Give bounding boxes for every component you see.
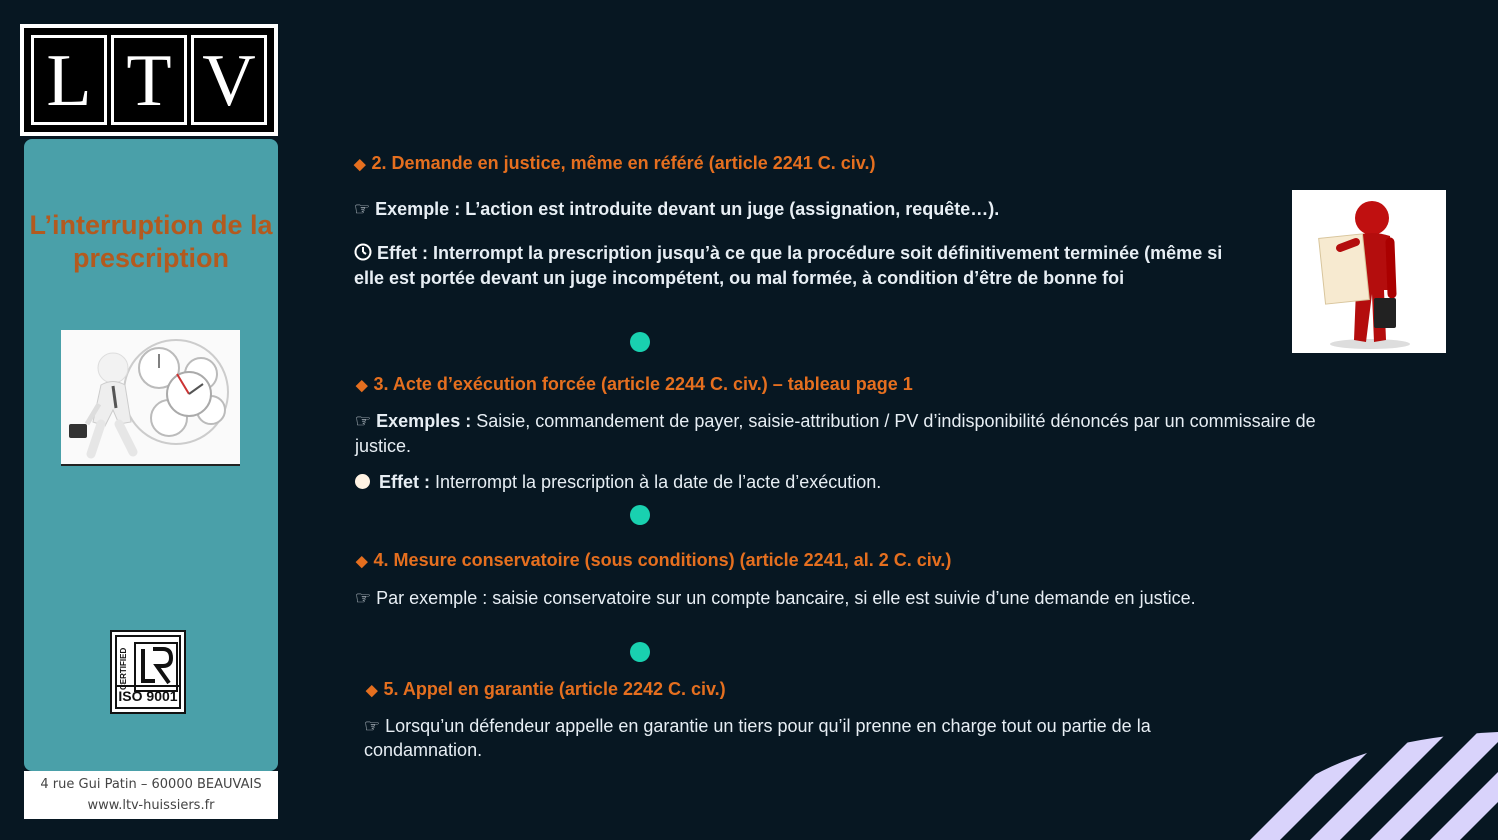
diamond-icon: ◆ [366,682,378,699]
pointing-hand-icon: ☞ [364,716,381,736]
section-2-effect: Effet : Interrompt la prescription jusqu’à ce que la procédure soit définitivement terminée (même si elle est portée devant un juge incompétent, ou mal formée, à condition d’être de bonne foi [354,243,1223,288]
iso-label: ISO 9001 [117,685,179,704]
address-block [24,771,278,819]
iso-9001-badge [110,630,186,714]
diamond-icon: ◆ [356,553,368,570]
sidebar-title: L’interruption de la prescription [29,210,273,273]
red-figure-document-image [1292,190,1446,353]
logo-letter-l: L [31,35,107,125]
diamond-icon: ◆ [356,377,368,394]
section-4-example: ☞ Par exemple : saisie conservatoire sur un compte bancaire, si elle est suivie d’une demande en justice. [355,588,1196,608]
separator-dot [630,642,650,662]
decorative-stripes [1240,730,1498,840]
section-3-example: ☞ Exemples : Saisie, commandement de payer, saisie-attribution / PV d’indisponibilité dénoncés par un commissaire de justice. [355,411,1316,456]
section-4-title: ◆ 4. Mesure conservatoire (sous conditions) (article 2241, al. 2 C. civ.) [356,550,952,570]
section-3-title: ◆ 3. Acte d’exécution forcée (article 2244 C. civ.) – tableau page 1 [356,374,913,394]
effect-label: Effet : [377,243,429,263]
iso-certified-label: CERTIFIED [119,647,128,691]
sidebar-panel [24,139,278,771]
pointing-hand-icon: ☞ [355,588,372,608]
address-street: 4 rue Gui Patin – 60000 BEAUVAIS [40,777,262,792]
pointing-hand-icon: ☞ [355,411,372,431]
section-2-example: ☞ Exemple : L’action est introduite devant un juge (assignation, requête…). [354,199,1000,219]
example-label: Exemple : [375,199,461,219]
ltv-logo [20,24,278,136]
diamond-icon: ◆ [354,156,366,173]
examples-label: Exemples : [376,411,472,431]
website-link[interactable]: www.ltv-huissiers.fr [87,798,215,813]
clock-icon [354,243,372,267]
logo-letter-v: V [191,35,267,125]
section-3-effect: Effet : Interrompt la prescription à la date de l’acte d’exécution. [355,470,1355,494]
section-5-example: ☞ Lorsqu’un défendeur appelle en garantie un tiers pour qu’il prenne en charge tout ou partie de la condamnation. [364,716,1151,760]
separator-dot [630,332,650,352]
white-circle-icon [355,474,370,489]
logo-letter-t: T [111,35,187,125]
businessman-clocks-image [61,330,240,466]
effect-label: Effet : [379,472,431,492]
section-5-title: ◆ 5. Appel en garantie (article 2242 C. civ.) [366,679,726,699]
separator-dot [630,505,650,525]
pointing-hand-icon: ☞ [354,199,371,219]
section-2-title: ◆ 2. Demande en justice, même en référé (article 2241 C. civ.) [354,153,876,173]
